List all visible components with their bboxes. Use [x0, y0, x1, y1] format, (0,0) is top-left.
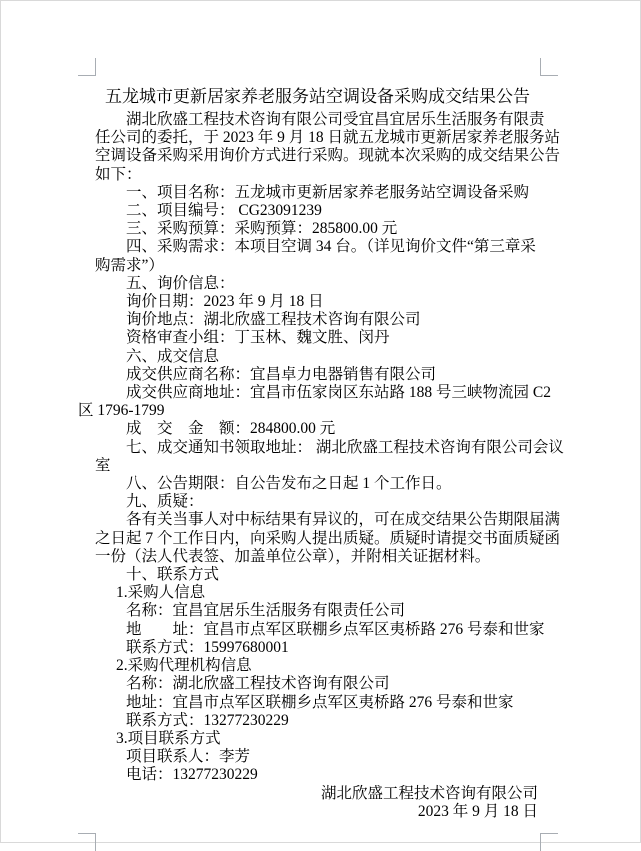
doc-line: 七、成交通知书领取地址： 湖北欣盛工程技术咨询有限公司会议	[126, 438, 564, 456]
doc-line: 名称：宜昌宜居乐生活服务有限责任公司	[126, 602, 406, 620]
doc-line: 五、询价信息：	[126, 274, 235, 292]
text-boundary-mark-top-left	[78, 58, 96, 76]
doc-line: 询价地点：湖北欣盛工程技术咨询有限公司	[126, 311, 421, 329]
document-body	[78, 86, 564, 821]
doc-line: 地址：宜昌市点军区联棚乡点军区夷桥路 276 号泰和世家	[126, 693, 514, 711]
doc-line: 名称：湖北欣盛工程技术咨询有限公司	[126, 675, 390, 693]
doc-line: 成交供应商地址：宜昌市伍家岗区东站路 188 号三峡物流园 C2	[126, 384, 551, 402]
doc-line: 1.采购人信息	[116, 584, 206, 602]
doc-line: 各有关当事人对中标结果有异议的，可在成交结果公告期限届满	[126, 511, 561, 529]
doc-line: 成交供应商名称：宜昌卓力电器销售有限公司	[126, 365, 437, 383]
signature-date: 2023 年 9 月 18 日	[417, 802, 538, 820]
doc-line: 如下：	[95, 165, 142, 183]
doc-line: 九、质疑：	[126, 493, 204, 511]
doc-line: 电话：13277230229	[126, 766, 258, 784]
signature-company: 湖北欣盛工程技术咨询有限公司	[320, 784, 538, 802]
doc-line: 一份（法人代表签、加盖单位公章），并附相关证据材料。	[95, 547, 491, 565]
doc-line: 联系方式：15997680001	[126, 638, 289, 656]
doc-line: 空调设备采购采用询价方式进行采购。现就本次采购的成交结果公告	[95, 147, 561, 165]
doc-line: 2.采购代理机构信息	[116, 657, 252, 675]
doc-line: 资格审查小组：丁玉林、魏文胜、闵丹	[126, 329, 390, 347]
doc-line: 成 交 金 额：284800.00 元	[126, 420, 336, 438]
doc-line: 四、采购需求：本项目空调 34 台。（详见询价文件“第三章采	[126, 238, 536, 256]
doc-line: 六、成交信息	[126, 347, 220, 365]
doc-line: 湖北欣盛工程技术咨询有限公司受宜昌宜居乐生活服务有限责	[126, 111, 545, 128]
doc-line: 一、项目名称：五龙城市更新居家养老服务站空调设备采购	[126, 183, 530, 201]
doc-line: 购需求”）	[95, 256, 164, 274]
doc-line: 之日起 7 个工作日内，向采购人提出质疑。质疑时请提交书面质疑函	[95, 529, 561, 547]
doc-line: 任公司的委托，于 2023 年 9 月 18 日就五龙城市更新居家养老服务站	[95, 129, 561, 147]
doc-line: 3.项目联系方式	[116, 729, 221, 747]
document-title: 五龙城市更新居家养老服务站空调设备采购成交结果公告	[105, 87, 530, 106]
doc-line: 询价日期：2023 年 9 月 18 日	[126, 293, 324, 311]
doc-line: 八、公告期限：自公告发布之日起 1 个工作日。	[126, 475, 452, 493]
doc-line: 地 址：宜昌市点军区联棚乡点军区夷桥路 276 号泰和世家	[126, 620, 545, 638]
doc-line: 项目联系人：李芳	[126, 748, 251, 766]
doc-line: 室	[95, 456, 111, 474]
doc-line: 十、联系方式	[126, 566, 220, 584]
doc-line: 联系方式：13277230229	[126, 711, 289, 729]
text-boundary-mark-bottom-right	[540, 833, 558, 851]
doc-line: 三、采购预算：采购预算：285800.00 元	[126, 220, 398, 238]
text-boundary-mark-top-right	[540, 58, 558, 76]
doc-line: 二、项目编号： CG23091239	[126, 202, 322, 220]
doc-line: 区 1796-1799	[78, 402, 165, 420]
text-boundary-mark-bottom-left	[78, 833, 96, 851]
